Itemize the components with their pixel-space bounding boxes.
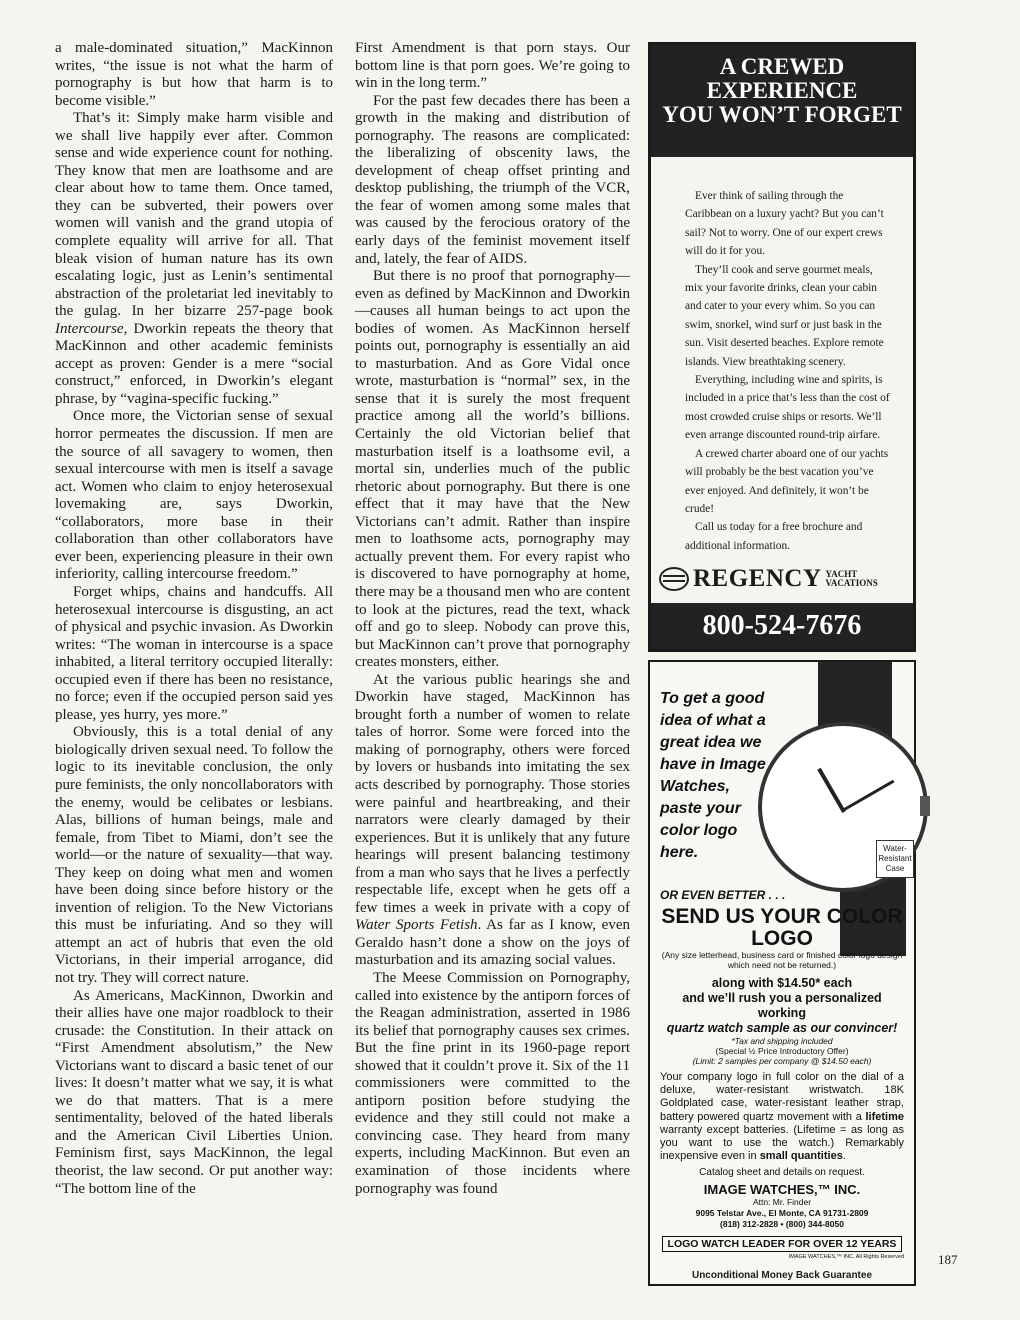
brand-subtitle-line: VACATIONS	[825, 578, 878, 588]
article-paragraph: That’s it: Simply make harm visible and we shall live happily ever after. Common sense and wide experience count for nothing. They know that men are loathsome and are clear about how to tame them. Once tamed, they can be subverted, their powers over women will vanish and the grand utopia of complete equality will arrive for all. That bleak vision of human nature has its own escalating logic, just as Lenin’s sentimental abstraction of the proletariat led inevitably to the gulag. In her bizarre 257-page book Intercourse, Dworkin repeats the theory that MacKinnon and other academic feminists accept as proven: Gender is a mere “social construct,” enforced, in Dworkin’s elegant phrase, by “vagina-specific fucking.”	[55, 110, 333, 407]
send-note: (Any size letterhead, business card or finished color logo design which need not be returned.)	[661, 950, 903, 970]
image-watches-ad	[648, 660, 916, 1286]
ad-paragraph: Call us today for a free brochure and additional information.	[685, 521, 863, 552]
article-paragraph: Forget whips, chains and handcuffs. All heterosexual intercourse is disgusting, an act of physical and psychic invasion. As Dworkin writes: “The woman in intercourse is a space inhabited, a literal territory occupied literally: occupied even if there has been no resistance, no force; even if the occupied person said yes please, yes hurry, yes more.”	[55, 583, 333, 723]
watch-crown	[920, 796, 930, 816]
brand-subtitle-line: YACHT	[825, 569, 858, 579]
catalog-note: Catalog sheet and details on request.	[699, 1167, 865, 1179]
special-note: (Special ½ Price Introductory Offer)	[715, 1046, 849, 1056]
watch-tagline: To get a good idea of what a great idea we have in Image Watches, paste your color logo here.	[660, 690, 766, 861]
price-offer	[660, 976, 904, 1036]
desc-text: Your company logo in full color on the dial of a deluxe, water-resistant wristwatch. 18K Goldplated case, water-resistant leather strap, battery powered quartz movement with a	[660, 1071, 904, 1123]
desc-text: warranty except batteries. (Lifetime = as long as you want to use the watch.) Remarkably inexpensive even in	[660, 1123, 904, 1163]
tax-note: *Tax and shipping included	[731, 1036, 833, 1046]
or-even-better: OR EVEN BETTER . . .	[660, 888, 786, 902]
desc-lifetime: lifetime	[865, 1110, 904, 1123]
water-resistant-badge: Water-Resistant Case	[876, 840, 914, 878]
page-number: 187	[938, 1252, 958, 1267]
brand-name: REGENCY	[693, 565, 822, 592]
article-paragraph: But there is no proof that pornography—even as defined by MacKinnon and Dworkin—causes all human beings to act upon the bodies of women. As MacKinnon herself points out, pornography is essentially an aid to masturbation. And as Gore Vidal once wrote, masturbation is “normal” sex, in the sense that it is surely the most frequent practice among all the world’s billions. Certainly the old Victorian belief that masturbation itself is a loathsome evil, a mortal sin, underlies much of the public rhetoric about pornography. But there is one effect that it may have that the New Victorians can’t admit. Rather than inspire men to loathsome acts, pornography may actually prevent them. For every rapist who is discovered to have pornography at home, there may be a thousand men who are content to look at the pictures, read the text, whack off and go to sleep. Nobody can prove this, but MacKinnon can’t prove that pornography creates monsters, either.	[355, 268, 630, 671]
price-line: quartz watch sample as our convincer!	[666, 1021, 898, 1035]
article-paragraph: The Meese Commission on Pornography, called into existence by the antiporn forces of the Reagan administration, asserted in 1986 its belief that pornography causes sex crimes. But the fine print in its 1960-page report showed that it couldn’t prove it. Six of the 11 commissioners were committed to the antiporn position before studying the evidence and they still could not make a convincing case. They heard from many experts, including MacKinnon. But even an examination of those incidents where pornography was found	[355, 969, 630, 1197]
article-paragraph: At the various public hearings she and Dworkin have staged, MacKinnon has brought forth a number of women to relate tales of horror. Some were forced into the making of pornography, others were forced by lovers or husbands into imitating the sex acts described by pornography. Those stories were painful and heartbreaking, and their narrators were clearly damaged by their experiences. But it is unlikely that any future hearings will present balancing testimony from a man who says that he lives a perfectly respectable life, except when he gets off a few times a week in private with a copy of Water Sports Fetish. As far as I know, even Geraldo hasn’t done a show on the joys of masturbation and its amazing social values.	[355, 671, 630, 969]
article-column-2	[355, 40, 630, 1198]
article-paragraph: As Americans, MacKinnon, Dworkin and their allies have one major roadblock to their crusade: the Constitution. In their attack on “First Amendment absolutism,” the New Victorians want to discard a basic tenet of our lives: It doesn’t matter what we say, it is what we do that matters. That is a mere sentimentality, beloved of the hated liberals and the American Civil Liberties Union. Feminism first, says MacKinnon, the legal theorist, the law second. Or put another way: “The bottom line of the	[55, 987, 333, 1197]
phone-line: (818) 312-2828 • (800) 344-8050	[720, 1219, 844, 1230]
ad-headline	[651, 45, 913, 157]
article-paragraph: a male-dominated situation,” MacKinnon writes, “the issue is not what the harm of pornography is but how that harm is to become visible.”	[55, 40, 333, 109]
article-paragraph: Once more, the Victorian sense of sexual horror permeates the discussion. If men are the source of all savagery to women, then sexual intercourse with men is itself a savage act. Women who claim to enjoy heterosexual lovemaking are, says Dworkin, “collaborators, more base in their collaboration than other collaborators have ever been, experiencing pleasure in their own inferiority, calling intercourse freedom.”	[55, 408, 333, 583]
article-column-1	[55, 40, 333, 1198]
brand-subtitle	[826, 570, 878, 588]
regency-yacht-ad	[648, 42, 916, 652]
phone-number: 800-524-7676	[651, 603, 913, 649]
address-line: 9095 Telstar Ave., El Monte, CA 91731-2809	[695, 1208, 869, 1219]
ad-body-copy	[651, 157, 913, 555]
article-paragraph: First Amendment is that porn stays. Our bottom line is that porn goes. We’re going to win in the long term.”	[355, 40, 630, 92]
ad-paragraph: A crewed charter aboard one of our yachts will probably be the best vacation you’ve ever enjoyed. And definitely, it won’t be crude!	[685, 447, 889, 515]
watch-ad-copy	[660, 888, 904, 1260]
leader-badge: LOGO WATCH LEADER FOR OVER 12 YEARS	[662, 1236, 903, 1252]
ad-paragraph: Everything, including wine and spirits, is included in a price that’s less than the cost of most crowded cruise ships or resorts. We’ll even arrange discounted round-trip airfare.	[685, 374, 890, 442]
regency-logo	[659, 565, 909, 593]
article-paragraph: Obviously, this is a total denial of any biologically driven sexual need. To follow the logic to its inevitable conclusion, the only pure feminists, the only noncollaborators with the enemy, would be celibates or lesbians. Alas, billions of human beings, male and female, from Tibet to Miami, don’t see the world—or the nature of sexuality—that way. They keep on doing what men and women have been doing since before history or the invention of religion. To the New Victorians this must be infuriating. And so they will attempt an act of hubris that even the old Victorians, in their imperial arrogance, did not try. They will correct nature.	[55, 724, 333, 986]
limit-note: (Limit: 2 samples per company @ $14.50 each)	[692, 1056, 872, 1066]
desc-small-quantities: small quantities	[759, 1150, 843, 1163]
headline-line-2: EXPERIENCE	[706, 78, 858, 103]
ad-paragraph: Ever think of sailing through the Caribbean on a luxury yacht? But you can’t sail? Not to worry. One of our expert crews will do it for you.	[685, 190, 884, 258]
rights-note: IMAGE WATCHES,™ INC. All Rights Reserved	[788, 1254, 904, 1261]
price-line: and we’ll rush you a personalized working	[682, 991, 882, 1020]
article-paragraph: For the past few decades there has been a growth in the making and distribution of pornography. The reasons are complicated: the liberalizing of obscenity laws, the development of cheap offset printing and desktop publishing, the triumph of the VCR, the fear of women among some males that was caused by the ferocious oratory of the early days of the feminist movement itself and, lately, the fear of AIDS.	[355, 92, 630, 267]
headline-line-3: YOU WON’T FORGET	[662, 102, 902, 127]
product-description	[660, 1071, 904, 1163]
desc-text: .	[842, 1150, 846, 1163]
send-logo-heading: SEND US YOUR COLOR LOGO	[661, 905, 903, 950]
regency-emblem-icon	[659, 567, 689, 591]
headline-line-1: A CREWED	[719, 54, 845, 79]
money-back-guarantee: Unconditional Money Back Guarantee	[691, 1270, 873, 1281]
price-line: along with $14.50* each	[711, 976, 853, 990]
company-name: IMAGE WATCHES,™ INC.	[703, 1182, 861, 1198]
ad-paragraph: They’ll cook and serve gourmet meals, mix your favorite drinks, clean your cabin and cater to your every whim. So you can swim, snorkel, wind surf or just bask in the sun. Visit deserted beaches. Explore remote islands. View breathtaking scenery.	[685, 263, 884, 368]
attn-line: Attn: Mr. Finder	[752, 1197, 812, 1208]
